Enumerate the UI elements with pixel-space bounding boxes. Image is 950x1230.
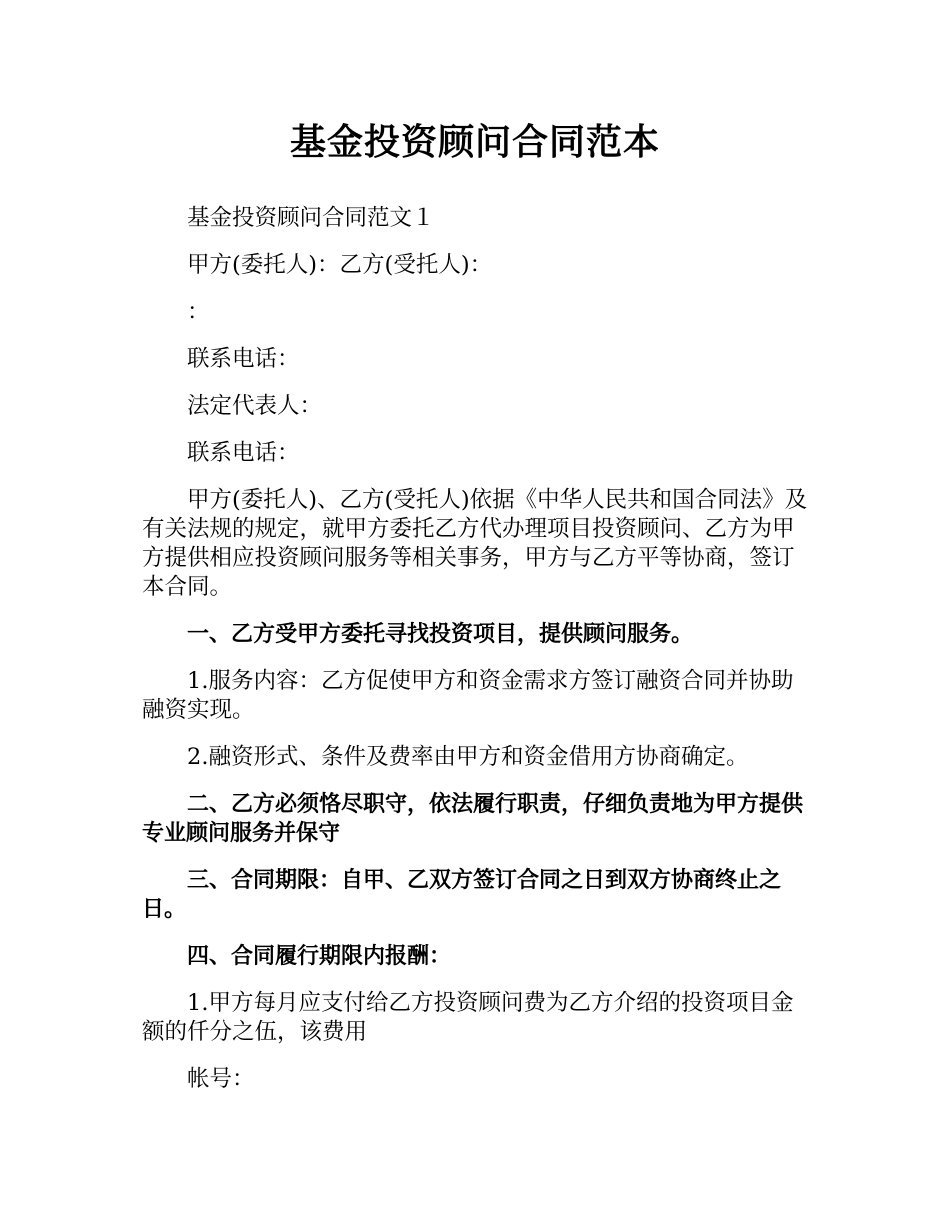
document-title: 基金投资顾问合同范本 xyxy=(289,121,660,163)
paragraph-account: 帐号： xyxy=(187,1066,255,1092)
paragraph-fee: 1.甲方每月应支付给乙方投资顾问费为乙方介绍的投资项目金额的仟分之伍，该费用 xyxy=(142,990,794,1045)
document-body xyxy=(142,204,810,1112)
paragraph-subtitle: 基金投资顾问合同范文１ xyxy=(187,205,435,231)
section-heading-4: 四、合同履行期限内报酬： xyxy=(187,944,452,969)
paragraph-service-content: 1.服务内容：乙方促使甲方和资金需求方签订融资合同并协助融资实现。 xyxy=(142,668,794,723)
paragraph-financing-form: 2.融资形式、条件及费率由甲方和资金借用方协商确定。 xyxy=(187,744,749,770)
paragraph-phone-2: 联系电话： xyxy=(187,440,300,466)
section-heading-1: 一、乙方受甲方委托寻找投资项目，提供顾问服务。 xyxy=(187,622,694,647)
paragraph-legal-rep: 法定代表人： xyxy=(187,393,323,419)
paragraph-phone-1: 联系电话： xyxy=(187,346,300,372)
paragraph-parties: 甲方(委托人)：乙方(受托人)： xyxy=(187,252,493,278)
section-heading-3: 三、合同期限：自甲、乙双方签订合同之日到双方协商终止之日。 xyxy=(142,868,782,922)
paragraph-colon: ： xyxy=(187,299,210,325)
paragraph-preamble: 甲方(委托人)、乙方(受托人)依据《中华人民共和国合同法》及有关法规的规定，就甲方委托乙方代办理项目投资顾问、乙方为甲方提供相应投资顾问服务等相关事务，甲方与乙方平等协商，签订本合同。 xyxy=(142,487,808,600)
section-heading-2: 二、乙方必须恪尽职守，依法履行职责，仔细负责地为甲方提供专业顾问服务并保守 xyxy=(142,792,804,846)
